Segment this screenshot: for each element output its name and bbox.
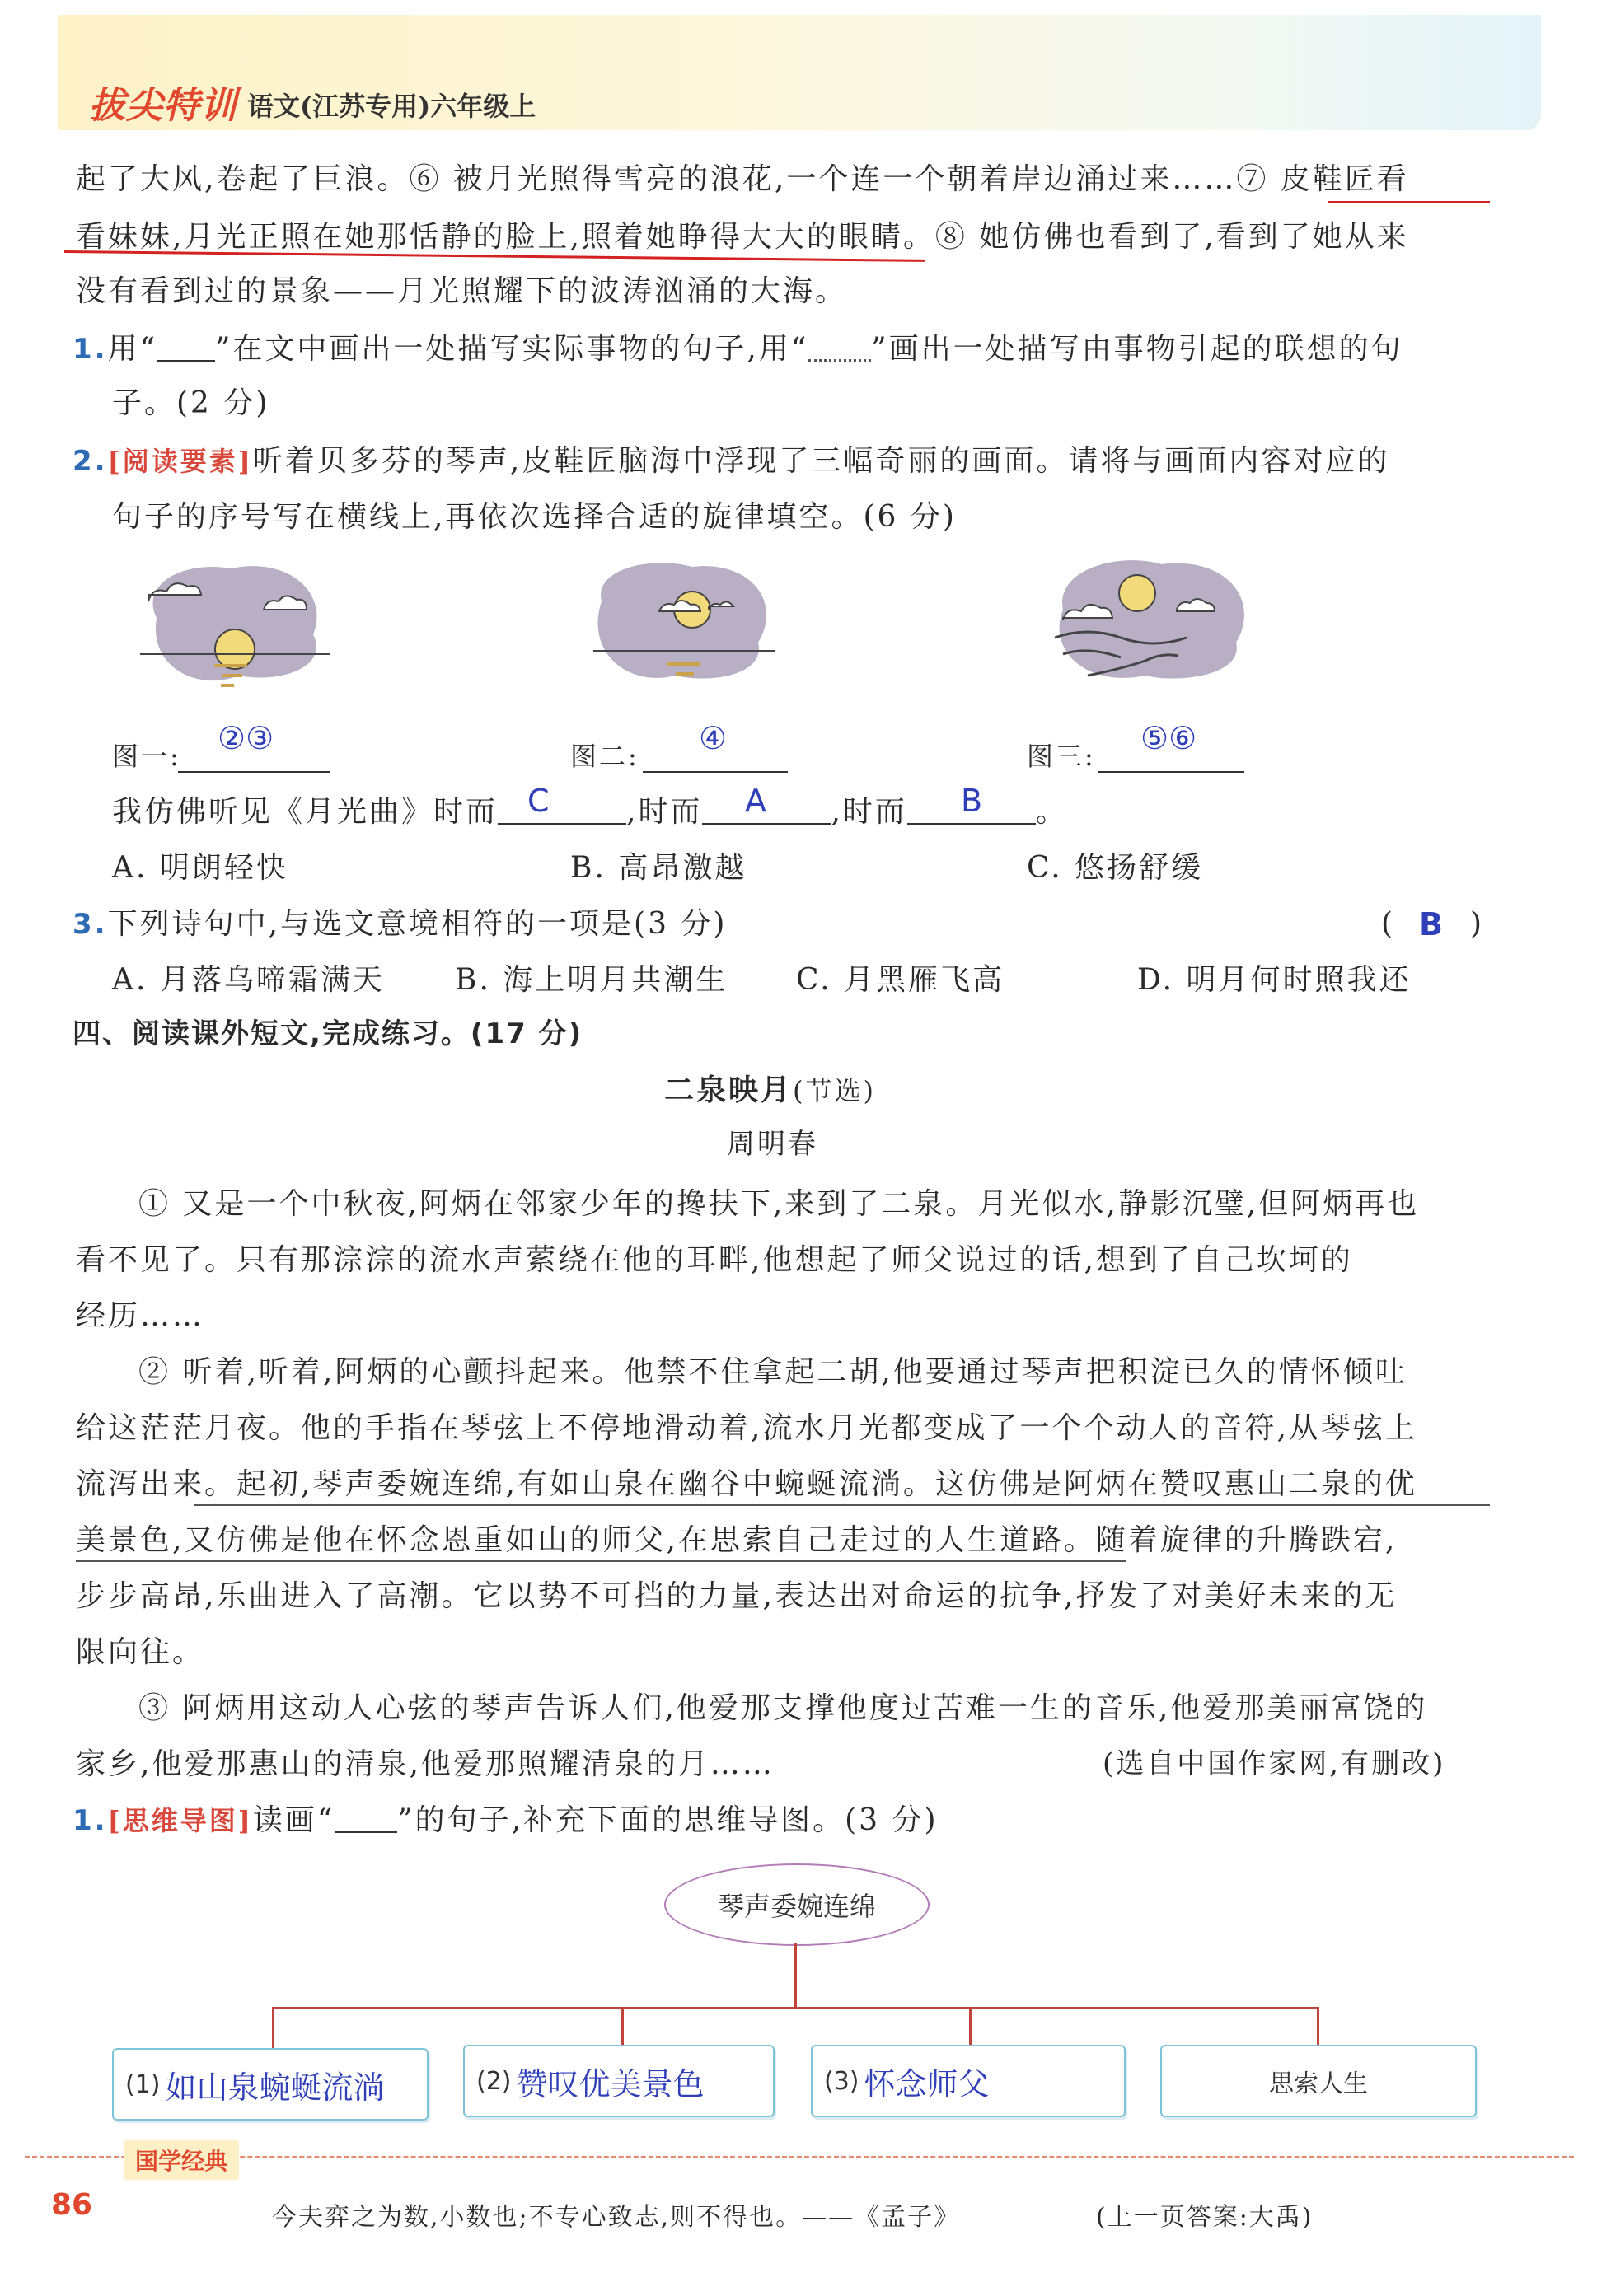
fig3-blank bbox=[1098, 771, 1244, 773]
q2-text-1: 听着贝多芬的琴声,皮鞋匠脑海中浮现了三幅奇丽的画面。请将与画面内容对应的 bbox=[252, 444, 1390, 478]
q2-line-1 bbox=[73, 444, 1390, 478]
q1-line-2: 子。(2 分) bbox=[112, 386, 270, 420]
node-3-answer: 怀念师父 bbox=[864, 2065, 990, 2102]
footer-prev-answer: (上一页答案:大禹) bbox=[1096, 2203, 1314, 2232]
s4q1-line-sample bbox=[335, 1807, 397, 1833]
q2-line-2: 句子的序号写在横线上,再依次选择合适的旋律填空。(6 分) bbox=[112, 500, 957, 534]
mindmap-root: 琴声委婉连绵 bbox=[664, 1863, 930, 1946]
q3-option-b: B. 海上明月共潮生 bbox=[455, 963, 728, 997]
para3-line2: 家乡,他爱那惠山的清泉,他爱那照耀清泉的月…… bbox=[76, 1747, 775, 1781]
brand-title: 拔尖特训 bbox=[89, 85, 237, 127]
underline-para2-b bbox=[76, 1560, 1126, 1562]
q3-number: 3. bbox=[73, 908, 108, 941]
q2-option-a: A. 明朗轻快 bbox=[112, 851, 288, 885]
fig3-label: 图三: bbox=[1027, 741, 1096, 772]
para2-line3: 流泻出来。起初,琴声委婉连绵,有如山泉在幽谷中蜿蜒流淌。这仿佛是阿炳在赞叹惠山二泉的优 bbox=[76, 1467, 1417, 1501]
para2-line5: 步步高昂,乐曲进入了高潮。它以势不可挡的力量,表达出对命运的抗争,抒发了对美好未来的无 bbox=[76, 1579, 1398, 1613]
footer-tag: 国学经典 bbox=[124, 2140, 239, 2180]
footer-divider bbox=[25, 2156, 1574, 2158]
s4q1-text-b: ”的句子,补充下面的思维导图。(3 分) bbox=[397, 1803, 939, 1837]
fill-blank-2 bbox=[702, 798, 831, 825]
node-1-prefix: (1) bbox=[125, 2069, 161, 2099]
passage-line-2: 看妹妹,月光正照在她那恬静的脸上,照着她睁得大大的眼睛。⑧ 她仿佛也看到了,看到了她从来 bbox=[76, 220, 1409, 254]
fig2-answer: ④ bbox=[699, 720, 728, 756]
q2-number: 2. bbox=[73, 445, 108, 478]
mindmap-node-3 bbox=[811, 2045, 1126, 2117]
q1-text-b: ”在文中画出一处描写实际事物的句子,用“ bbox=[214, 332, 809, 366]
q3-answer: B bbox=[1419, 906, 1443, 942]
mindmap-branch-1 bbox=[272, 2007, 274, 2048]
footer-quote: 今夫弈之为数,小数也;不专心致志,则不得也。——《孟子》 bbox=[272, 2203, 961, 2232]
fig2-blank bbox=[643, 771, 788, 773]
s4q1-line bbox=[73, 1803, 939, 1837]
s4q1-number: 1. bbox=[73, 1804, 108, 1837]
node-3-prefix: (3) bbox=[824, 2066, 859, 2096]
passage-line-3: 没有看到过的景象——月光照耀下的波涛汹涌的大海。 bbox=[76, 274, 848, 308]
mindmap-branch-4 bbox=[1317, 2007, 1319, 2048]
s4q1-tag: [思维导图] bbox=[107, 1805, 253, 1836]
underline-para2-a bbox=[194, 1504, 1490, 1506]
node-2-answer: 赞叹优美景色 bbox=[516, 2065, 705, 2102]
mindmap-branch-bar bbox=[272, 2007, 1318, 2009]
q1-line-1 bbox=[73, 334, 1403, 364]
picture-1-moon-on-water bbox=[132, 552, 346, 700]
article-author: 周明春 bbox=[727, 1128, 818, 1161]
fig1-label: 图一: bbox=[112, 741, 181, 772]
picture-3-waves bbox=[1038, 552, 1269, 708]
node-1-answer: 如山泉蜿蜒流淌 bbox=[165, 2069, 385, 2106]
q3-text: 下列诗句中,与选文意境相符的一项是(3 分) bbox=[107, 907, 728, 941]
fig1-answer: ②③ bbox=[218, 720, 274, 756]
fill-sentence-a: 我仿佛听见《月光曲》时而 bbox=[112, 795, 499, 829]
q3-option-a: A. 月落乌啼霜满天 bbox=[112, 963, 385, 997]
fill-blank-1 bbox=[498, 798, 626, 825]
fig2-label: 图二: bbox=[570, 741, 639, 772]
q3-paren-open: ( bbox=[1381, 907, 1396, 941]
fill-answer-1: C bbox=[527, 783, 550, 819]
fig1-blank bbox=[178, 771, 330, 773]
q2-tag: [阅读要素] bbox=[107, 446, 253, 477]
book-subtitle: 语文(江苏专用)六年级上 bbox=[247, 91, 536, 122]
picture-2-moon-clouds bbox=[577, 552, 791, 700]
para2-line2: 给这茫茫月夜。他的手指在琴弦上不停地滑动着,流水月光都变成了一个个动人的音符,从琴弦上 bbox=[76, 1411, 1417, 1445]
q3-paren-close: ) bbox=[1470, 907, 1485, 941]
article-title bbox=[664, 1073, 876, 1107]
fill-sentence-d: 。 bbox=[1035, 795, 1068, 829]
para2-line4: 美景色,又仿佛是他在怀念恩重如山的师父,在思索自己走过的人生道路。随着旋律的升腾跌宕, bbox=[76, 1523, 1398, 1557]
para3-line1: ③ 阿炳用这动人心弦的琴声告诉人们,他爱那支撑他度过苦难一生的音乐,他爱那美丽富饶的 bbox=[138, 1691, 1428, 1725]
page-number: 86 bbox=[51, 2188, 93, 2222]
para1-line3: 经历…… bbox=[76, 1299, 205, 1333]
fill-sentence-c: ,时而 bbox=[831, 795, 907, 829]
fill-sentence-b: ,时而 bbox=[626, 795, 703, 829]
q2-option-c: C. 悠扬舒缓 bbox=[1027, 851, 1204, 885]
article-title-note: (节选) bbox=[793, 1075, 876, 1106]
mindmap-branch-3 bbox=[969, 2007, 972, 2048]
para2-line1: ② 听着,听着,阿炳的心颤抖起来。他禁不住拿起二胡,他要通过琴声把积淀已久的情怀倾吐 bbox=[138, 1355, 1407, 1389]
mindmap-node-4: 思索人生 bbox=[1160, 2045, 1477, 2117]
q1-text-c: ”画出一处描写由事物引起的联想的句 bbox=[871, 332, 1403, 366]
fig3-answer: ⑤⑥ bbox=[1140, 720, 1197, 756]
wavy-line-sample bbox=[808, 334, 871, 362]
mindmap-branch-2 bbox=[621, 2007, 624, 2048]
para1-line2: 看不见了。只有那淙淙的流水声萦绕在他的耳畔,他想起了师父说过的话,想到了自己坎坷的 bbox=[76, 1243, 1353, 1277]
fill-answer-2: A bbox=[745, 783, 766, 819]
fill-sentence bbox=[112, 797, 1068, 827]
passage-line-1: 起了大风,卷起了巨浪。⑥ 被月光照得雪亮的浪花,一个连一个朝着岸边涌过来……⑦ 皮鞋匠看 bbox=[76, 162, 1409, 196]
mindmap-trunk bbox=[794, 1943, 797, 2008]
article-source: (选自中国作家网,有删改) bbox=[1103, 1747, 1446, 1780]
article-title-main: 二泉映月 bbox=[664, 1073, 794, 1107]
s4q1-text-a: 读画“ bbox=[252, 1803, 335, 1837]
mindmap-node-2 bbox=[463, 2045, 775, 2117]
node-2-prefix: (2) bbox=[476, 2066, 512, 2096]
section-4-heading: 四、阅读课外短文,完成练习。(17 分) bbox=[73, 1017, 583, 1050]
q3-line bbox=[73, 907, 728, 941]
q3-option-d: D. 明月何时照我还 bbox=[1137, 963, 1412, 997]
underline-answer-1 bbox=[1328, 201, 1490, 203]
straight-line-sample bbox=[157, 335, 215, 362]
q1-text-a: 用“ bbox=[107, 332, 157, 366]
q3-option-c: C. 月黑雁飞高 bbox=[796, 963, 1005, 997]
para1-line1: ① 又是一个中秋夜,阿炳在邻家少年的搀扶下,来到了二泉。月光似水,静影沉璧,但阿炳再也 bbox=[138, 1187, 1420, 1221]
q2-option-b: B. 高昂激越 bbox=[570, 851, 747, 885]
q1-number: 1. bbox=[73, 333, 108, 366]
mindmap-node-1 bbox=[112, 2048, 429, 2121]
fill-answer-3: B bbox=[961, 783, 983, 819]
para2-line6: 限向往。 bbox=[76, 1635, 205, 1669]
